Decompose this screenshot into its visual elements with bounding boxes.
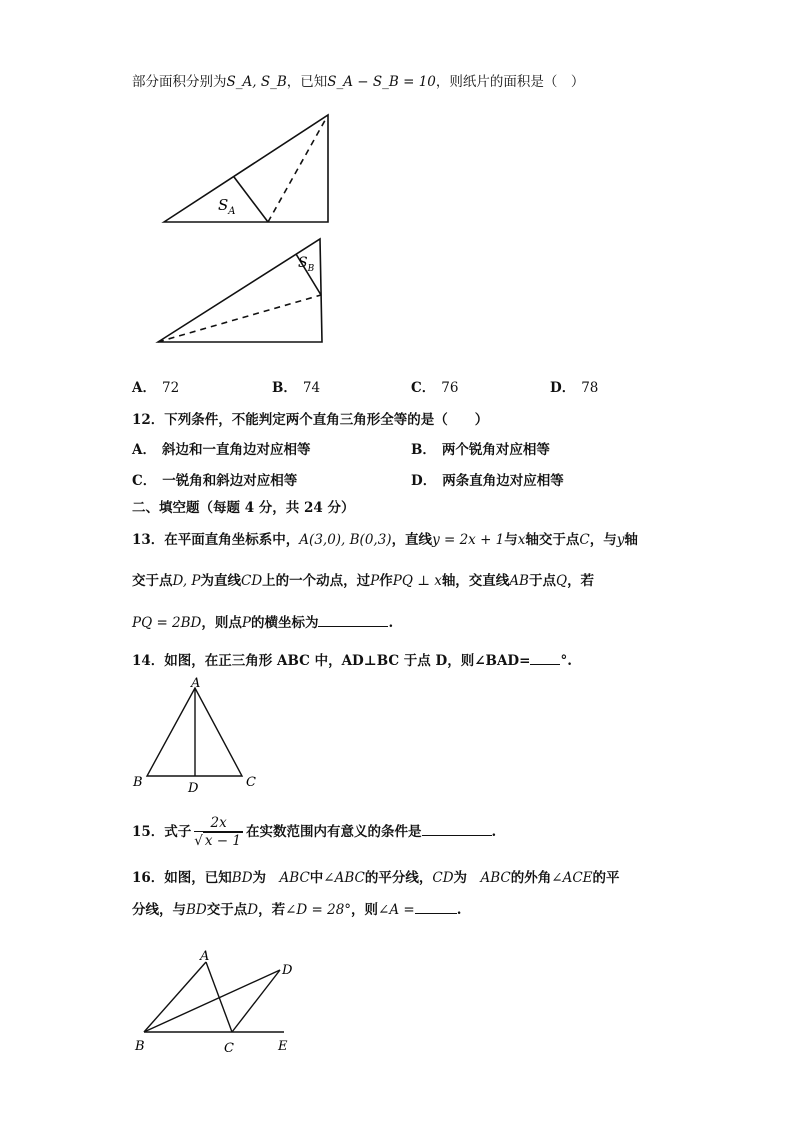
q12-option-d[interactable]: D． 两条直角边对应相等: [411, 473, 564, 489]
q11-triangle-a: [164, 115, 328, 222]
q14-figure: [132, 678, 262, 796]
q14-label-a: A: [191, 676, 201, 691]
q16-line-ba: [144, 962, 206, 1032]
q16-label-e: E: [278, 1039, 288, 1054]
q11-stem: 部分面积分别为S_A, S_B，已知S_A − S_B = 10，则纸片的面积是（ ）: [132, 74, 585, 90]
q11-fold-line-a: [234, 177, 268, 222]
q11-figure-b: [155, 235, 330, 347]
q12-option-b[interactable]: B． 两个锐角对应相等: [411, 442, 550, 458]
q16-answer-blank[interactable]: [415, 899, 457, 914]
q13-line-1: 13．在平面直角坐标系中，A(3,0), B(0,3)，直线y = 2x + 1与x轴交于点C，与y轴: [132, 532, 638, 548]
q12-stem: 12．下列条件，不能判定两个直角三角形全等的是（ ）: [132, 412, 489, 428]
q11-label-sa: $S_A$: [218, 196, 236, 217]
q16-line-ac: [206, 962, 232, 1032]
q16-label-c: C: [224, 1041, 234, 1056]
q12-option-c[interactable]: C． 一锐角和斜边对应相等: [132, 473, 298, 489]
q11-dashed-line-a: [268, 115, 328, 222]
q11-dashed-line-b: [158, 295, 321, 342]
q16-line-1: 16．如图，已知BD为 ABC中∠ABC的平分线，CD为 ABC的外角∠ACE的平: [132, 870, 620, 886]
section-2-header: 二、填空题（每题 4 分，共 24 分）: [132, 500, 355, 516]
q13-line-3: PQ = 2BD，则点P的横坐标为 .: [132, 612, 393, 633]
q15-answer-blank[interactable]: [422, 821, 492, 836]
q11-option-b[interactable]: B． 74: [272, 380, 321, 396]
q11-figure-a: [160, 110, 340, 230]
q14-answer-blank[interactable]: [530, 650, 560, 665]
q16-line-cd: [232, 970, 280, 1032]
q14-label-d: D: [188, 781, 199, 796]
q14-label-b: B: [133, 775, 143, 790]
q11-vars: S_A, S_B: [226, 74, 287, 90]
q11-condition: S_A − S_B = 10: [327, 74, 436, 90]
q11-label-sb: $S_B$: [298, 255, 315, 274]
q14-stem: 14．如图，在正三角形 ABC 中，AD⊥BC 于点 D，则∠BAD= °.: [132, 650, 572, 671]
q11-option-d[interactable]: D． 78: [550, 380, 599, 396]
q15-stem: 15．式子 $\frac{2x}{√ x - 1}$ 在实数范围内有意义的条件是 .: [132, 815, 497, 849]
q16-label-d: D: [282, 963, 293, 978]
q11-option-c[interactable]: C． 76: [411, 380, 459, 396]
q14-label-c: C: [246, 775, 256, 790]
q16-label-a: A: [200, 949, 210, 964]
q13-answer-blank[interactable]: [318, 612, 388, 627]
q16-line-2: 分线，与BD交于点D，若∠D = 28°，则∠A = .: [132, 899, 461, 920]
q15-fraction: $\frac{2x}{√ x - 1}$: [194, 815, 242, 849]
q13-line-2: 交于点D, P为直线CD上的一个动点，过P作PQ ⊥ x轴，交直线AB于点Q，若: [132, 573, 595, 589]
q11-option-a[interactable]: A． 72: [132, 380, 180, 396]
q12-option-a[interactable]: A． 斜边和一直角边对应相等: [132, 442, 311, 458]
q16-figure: [132, 940, 307, 1058]
q16-label-b: B: [135, 1039, 145, 1054]
